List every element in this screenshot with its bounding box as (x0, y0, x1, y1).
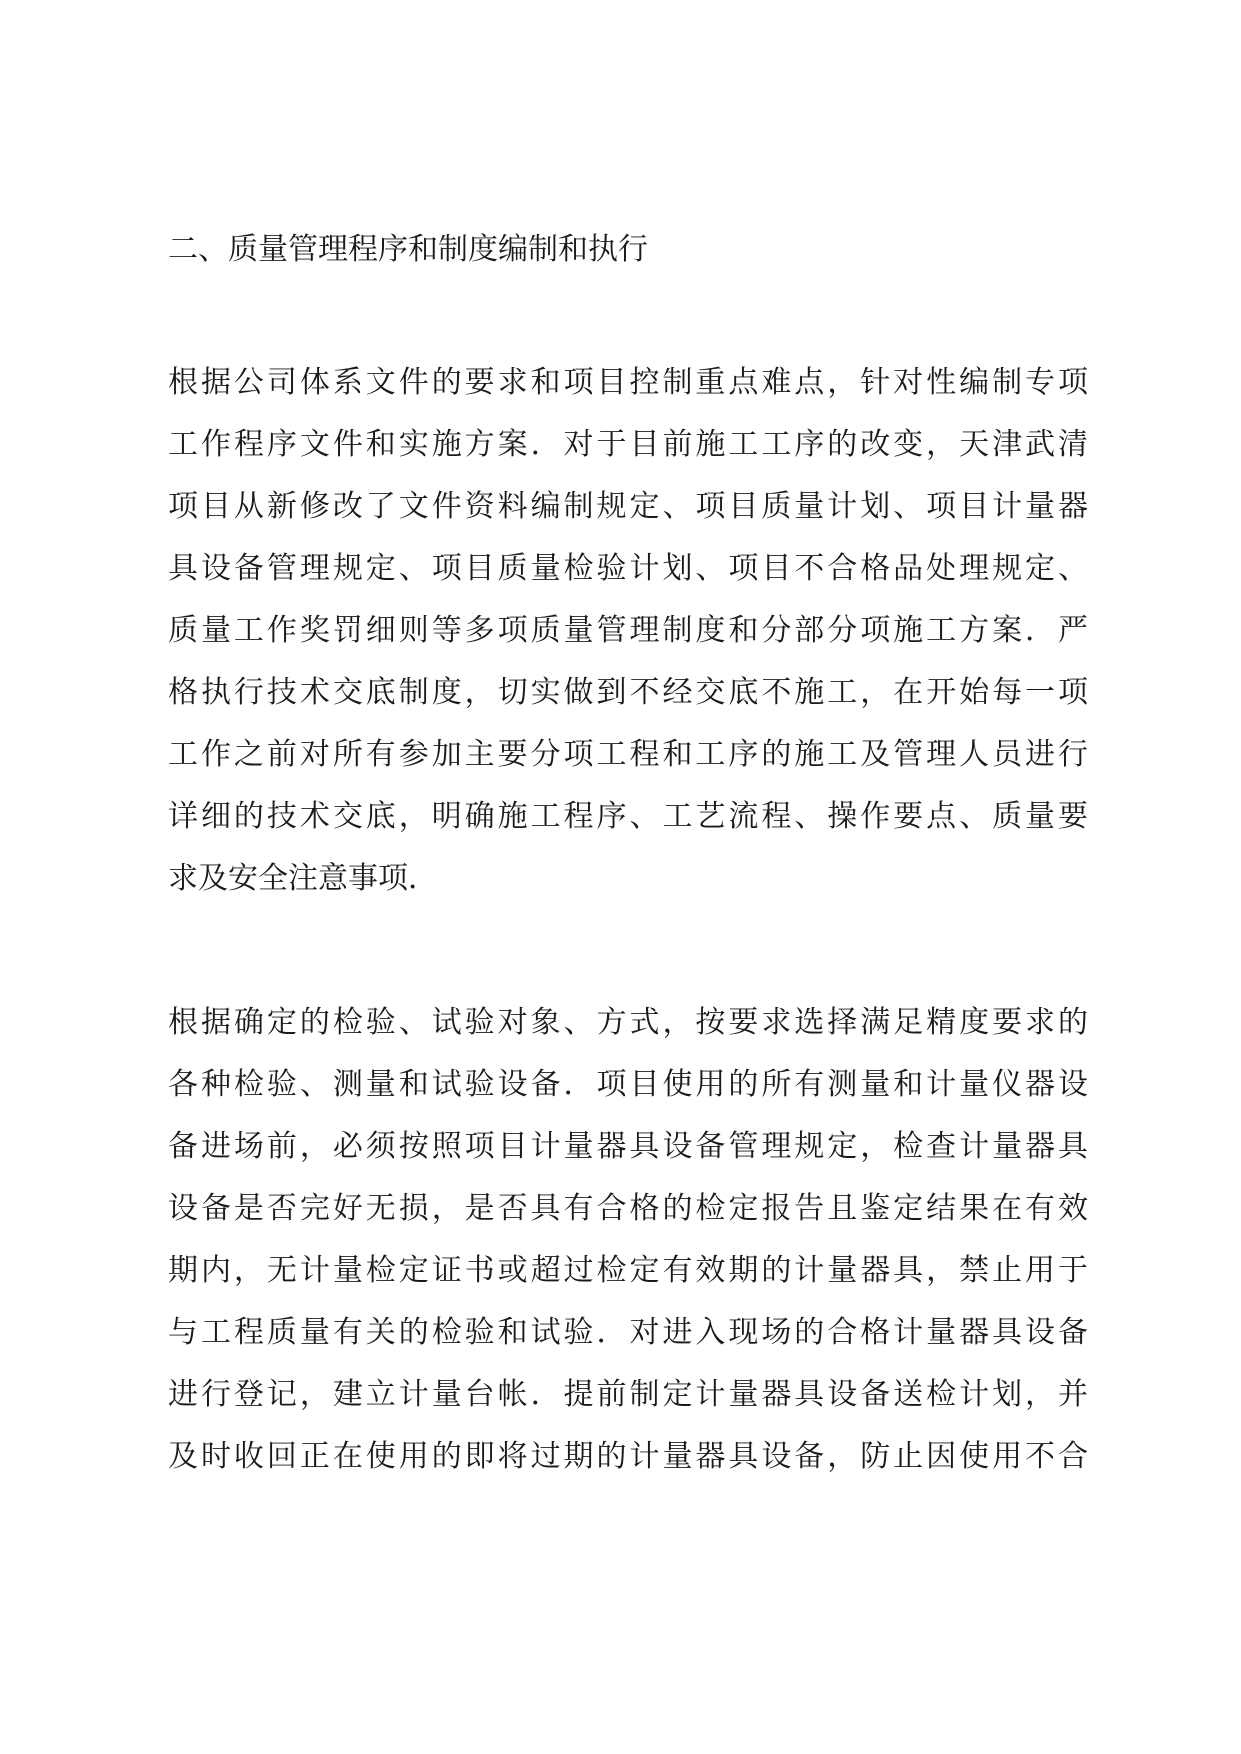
paragraph-line: 及时收回正在使用的即将过期的计量器具设备，防止因使用不合 (168, 1439, 1088, 1474)
paragraph-line: 详细的技术交底，明确施工程序、工艺流程、操作要点、质量要 (168, 799, 1088, 834)
paragraph-line: 与工程质量有关的检验和试验．对进入现场的合格计量器具设备 (168, 1315, 1088, 1350)
paragraph-line: 各种检验、测量和试验设备．项目使用的所有测量和计量仪器设 (168, 1067, 1088, 1102)
paragraph-line: 项目从新修改了文件资料编制规定、项目质量计划、项目计量器 (168, 489, 1088, 524)
paragraph-line: 格执行技术交底制度，切实做到不经交底不施工，在开始每一项 (168, 675, 1088, 710)
paragraph-1 (168, 361, 1088, 919)
paragraph-line: 求及安全注意事项． (168, 861, 438, 896)
paragraph-line: 具设备管理规定、项目质量检验计划、项目不合格品处理规定、 (168, 551, 1088, 586)
paragraph-line: 设备是否完好无损，是否具有合格的检定报告且鉴定结果在有效 (168, 1191, 1088, 1226)
paragraph-2 (168, 1001, 1088, 1497)
paragraph-line: 进行登记，建立计量台帐．提前制定计量器具设备送检计划，并 (168, 1377, 1088, 1412)
paragraph-line: 期内，无计量检定证书或超过检定有效期的计量器具，禁止用于 (168, 1253, 1088, 1288)
paragraph-line: 根据确定的检验、试验对象、方式，按要求选择满足精度要求的 (168, 1005, 1088, 1040)
paragraph-line: 质量工作奖罚细则等多项质量管理制度和分部分项施工方案．严 (168, 613, 1088, 648)
section-heading: 二、质量管理程序和制度编制和执行 (168, 232, 648, 267)
paragraph-line: 工作之前对所有参加主要分项工程和工序的施工及管理人员进行 (168, 737, 1088, 772)
paragraph-line: 工作程序文件和实施方案．对于目前施工工序的改变，天津武清 (168, 427, 1088, 462)
paragraph-line: 根据公司体系文件的要求和项目控制重点难点，针对性编制专项 (168, 365, 1088, 400)
paragraph-line: 备进场前，必须按照项目计量器具设备管理规定，检查计量器具 (168, 1129, 1088, 1164)
